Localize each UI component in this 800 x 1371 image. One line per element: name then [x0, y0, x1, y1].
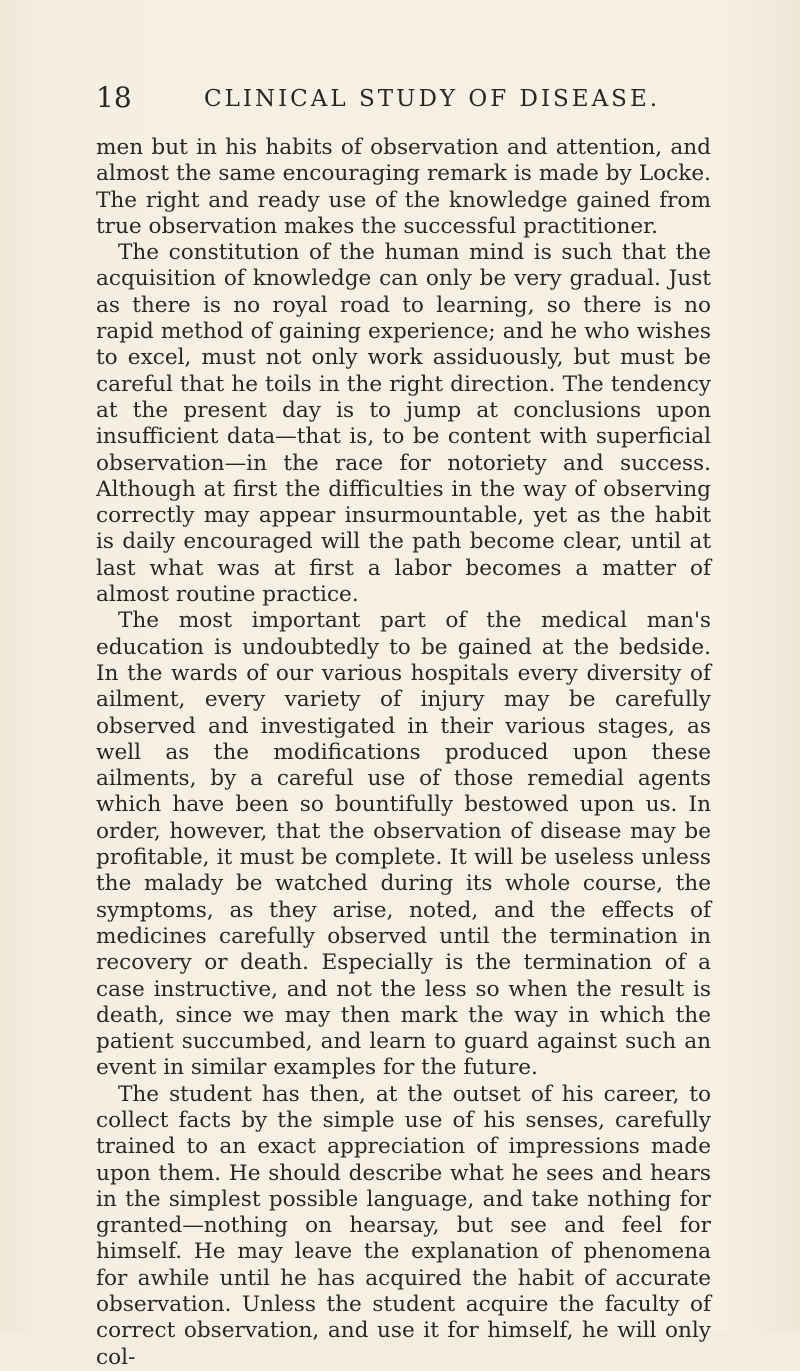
page-number: 18: [96, 81, 132, 114]
paragraph: The constitution of the human mind is such that the acquisition of knowledge can only be very gradual. Just as there is no royal road to learning, so there is no rapid method of gaining experience; and he who wishes to excel, must not only work assiduously, but must be careful that he toils in the right direction. The tendency at the present day is to jump at conclusions upon insufficient data—that is, to be content with superficial observation—in the race for notoriety and success. Although at first the difficulties in the way of observing correctly may appear insurmountable, yet as the habit is daily encouraged will the path become clear, until at last what was at first a labor becomes a matter of almost routine practice.: [96, 240, 711, 608]
paragraph: The student has then, at the outset of his career, to collect facts by the simple use of his senses, carefully trained to an exact appreciation of impressions made upon them. He should describe what he sees and hears in the simplest possible language, and take nothing for granted—nothing on hearsay, but see and feel for himself. He may leave the explanation of phenomena for awhile until he has acquired the habit of accurate observation. Unless the student acquire the faculty of correct observation, and use it for himself, he will only col-: [96, 1081, 711, 1370]
paragraph: The most important part of the medical man's education is undoubtedly to be gained at the bedside. In the wards of our various hospitals every diversity of ailment, every variety of injury may be carefully observed and investigated in their various stages, as well as the modifications produced upon these ailments, by a careful use of those remedial agents which have been so bountifully bestowed upon us. In order, however, that the observation of disease may be profitable, it must be complete. It will be useless unless the malady be watched during its whole course, the symptoms, as they arise, noted, and the effects of medicines carefully observed until the termination in recovery or death. Especially is the termination of a case instructive, and not the less so when the result is death, since we may then mark the way in which the patient succumbed, and learn to guard against such an event in similar examples for the future.: [96, 608, 711, 1081]
body-text: [96, 135, 711, 1371]
running-head: CLINICAL STUDY OF DISEASE.: [204, 86, 661, 112]
page-header: [96, 80, 706, 120]
paragraph-continued: men but in his habits of observation and attention, and almost the same encouraging remark is made by Locke. The right and ready use of the knowledge gained from true observation makes the successful practitioner.: [96, 135, 711, 239]
